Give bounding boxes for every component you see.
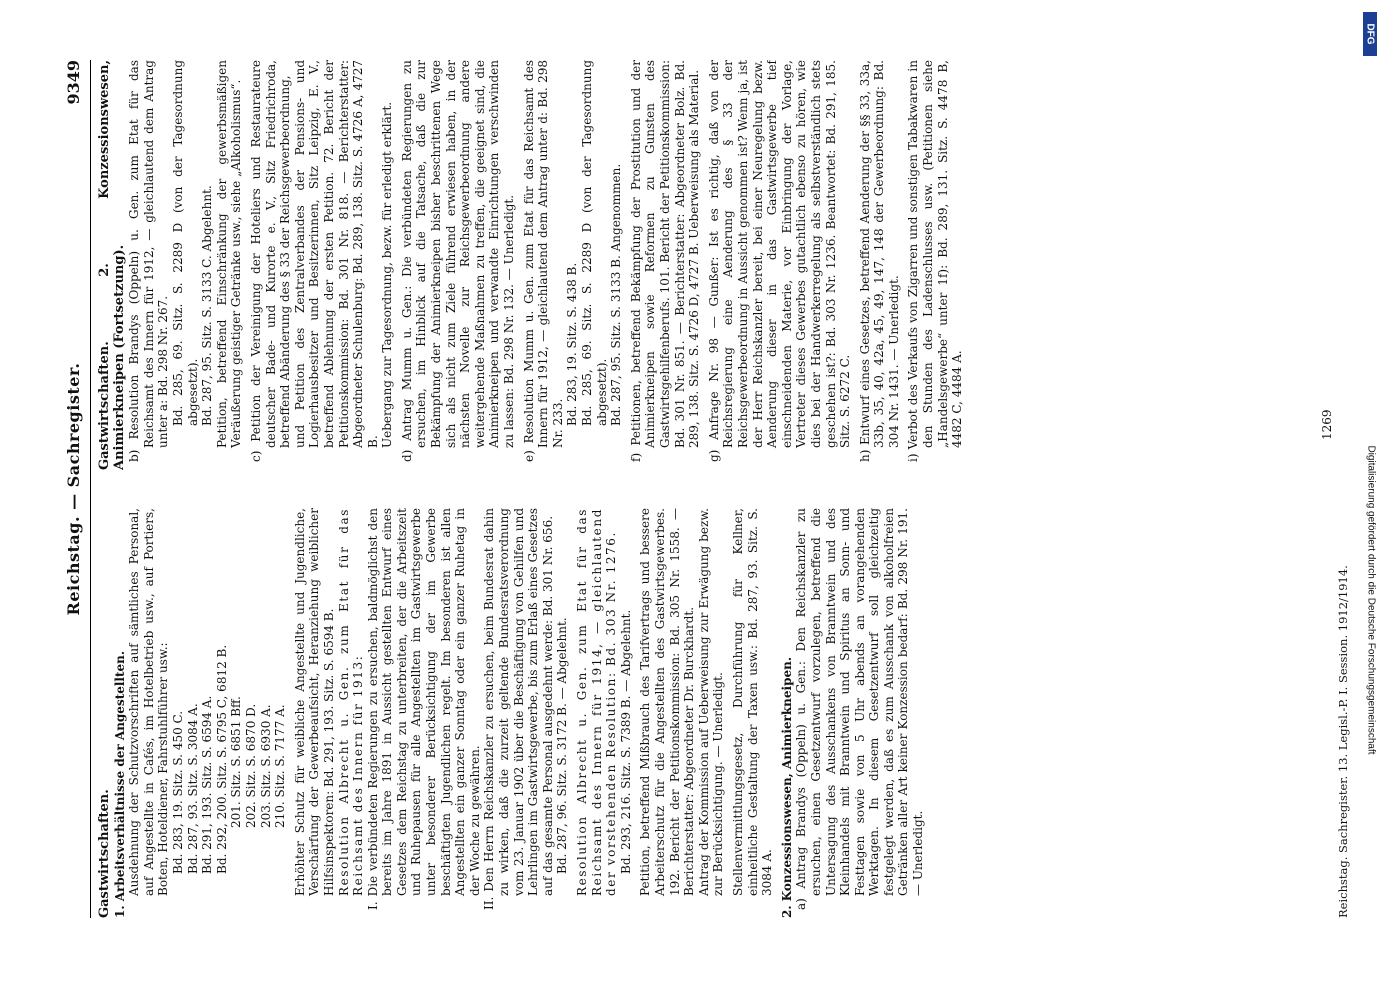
entry-text: und Petition des Zentralverbandes der Pensions- und Logierhausbesitzer und Besitzerinnen, Sitz Leipzig, E. V., betreffend Ablehnung der ersten Petition. 72. Bericht der Petitionskommission: Bd. 301 Nr. 818. — Berichterstatter: Abgeordneter Schulenburg: Bd. 289, 138. Sitz. S. 4726 A, 4727 B. [292, 60, 380, 448]
reference: Bd. 287, 95. Sitz. S. 3133 B. Angenommen. [609, 163, 624, 426]
dfg-badge-text: DFG [1364, 23, 1376, 45]
entry-text: d) Antrag Mumm u. Gen.: Die verbündeten Regierungen zu ersuchen, im Hinblick auf die Tatsache, daß die zur Bekämpfung der Animierkneipen bisher beschrittenen Wege sich als nicht zum Ziele führend erwiesen haben, in der nächsten Novelle zur Reichsgewerbeordnung andere weitergehende Maßnahmen zu treffen, die geeignet sind, die Animierkneipen und verwandte Einrichtungen verschwinden zu lassen: Bd. 298 Nr. 132. — Unerledigt. [399, 60, 517, 462]
entry-text: Stellenvermittlungsgesetz, Durchführung für Kellner, einheitliche Gestaltung der Taxen usw.: Bd. 287, 93. Sitz. S. 3084 A. [730, 508, 775, 896]
entry-text: I. Die verbündeten Regierungen zu ersuchen, baldmöglichst den bereits im Jahre 1891 in Aussicht gestellten Entwurf eines Gesetzes dem Reichstag zu unterbreiten, der die Arbeitszeit und Ruhepausen für alle Angestellten im Gastwirtsgewerbe unter besonderer Berücksichtigung der im Gewerbe beschäftigten Jugendlichen regelt. Im besonderen ist allen Angestellten ein ganzer Sonntag oder ein ganzer Ruhetag in der Woche zu gewähren. [365, 508, 482, 910]
reference: Bd. 287, 96. Sitz. S. 3172 B. — Abgelehnt. [555, 617, 570, 874]
dfg-logo [1363, 12, 1377, 56]
reference: 201. Sitz. S. 6851 Bff. [229, 696, 244, 828]
entry-text: Erhöhter Schutz für weibliche Angestellte und Jugendliche, Verschärfung der Gewerbeaufsicht, Heranziehung weiblicher Hilfsinspektoren: Bd. 291, 193. Sitz. S. 6594 B. [292, 508, 336, 896]
entry-text: i) Verbot des Verkaufs von Zigarren und sonstigen Tabakwaren in den Stunden des Ladenschlusses usw. (Petitionen siehe „Handelsgewerbe“ unter 1f): Bd. 289, 131. Sitz. S. 4478 B, 4482 C, 4484 A. [906, 60, 965, 462]
entry-text: Antrag der Kommission auf Ueberweisung zur Erwägung bezw. zur Berücksichtigung. — Unerledigt. [696, 508, 726, 896]
page-number: 9349 [64, 60, 83, 105]
entry-text: f) Petitionen, betreffend Bekämpfung der Prostitution und der Animierkneipen sowie Reformen zu Gunsten des Gastwirtsgehilfenberufs. 101. Bericht der Petitionskommission: Bd. 301 Nr. 851. — Berichterstatter: Abgeordneter Bolz. Bd. 289, 138. Sitz. S. 4726 D, 4727 B. Ueberweisung als Material. [628, 60, 702, 462]
reference: Bd. 283, 19. Sitz. S. 450 C. [170, 710, 185, 874]
side-strip [1361, 0, 1381, 1000]
section-title: Gastwirtschaften. 2. Konzessionswesen, Animierkneipen (Fortsetzung). [97, 60, 127, 470]
reference: 210. Sitz. S. 7177 A. [273, 704, 288, 828]
sheet-number: 1269 [1320, 409, 1334, 440]
digitization-note [1359, 400, 1383, 800]
entry-text: Petition, betreffend Mißbrauch des Tarifvertrags und bessere Arbeiterschutz für die Angestellten des Gastwirtsgewerbes. 192. Bericht der Petitionskommission: Bd. 305 Nr. 1558. — Berichterstatter: Abgeordneter Dr. Burckhardt. [638, 508, 697, 896]
entry-text: a) Antrag Brandys (Oppeln) u. Gen.: Den Reichskanzler zu ersuchen, einen Gesetzentwurf vorzulegen, betreffend die Untersagung des Ausschankens von Branntwein und des Kleinhandels mit Branntwein und Spiritus an Sonn- und Festtagen sowie von 5 Uhr abends an vorangehenden Werktagen. In diesem Gesetzentwurf soll gleichzeitig festgelegt werden, daß es zum Ausschank von alkoholfreien Getränken aller Art keiner Konzession bedarf: Bd. 298 Nr. 191. — Unerledigt. [794, 508, 926, 910]
reference: Bd. 292, 200. Sitz. S. 6795 C, 6812 B. [214, 644, 229, 874]
running-head: Reichstag. — Sachregister. [64, 362, 83, 616]
entry-text: II. Den Herrn Reichskanzler zu ersuchen, beim Bundesrat dahin zu wirken, daß die zurzeit geltende Bundesratsverordnung vom 23. Januar 1902 über die Beschäftigung von Gehilfen und Lehrlingen im Gastwirtsgewerbe, bis zum Erlaß eines Gesetzes auf das gesamte Personal ausgedehnt werde: Bd. 301 Nr. 656. [482, 508, 555, 910]
entry-text: c) Petition der Vereinigung der Hoteliers und Restaurateure deutscher Bade- und Kurorte e. V., Sitz Friedrichroda, betreffend Abänderung des § 33 der Reichsgewerbeordnung, [248, 60, 293, 462]
digitization-note-text: Digitalisierung gefördert durch die Deutsche Forschungsgemeinschaft [1365, 445, 1377, 755]
entry-text: Ausdehnung der Schutzvorschriften auf sämtliches Personal, auf Angestellte in Cafés, im Hotelbetrieb usw., auf Portiers, Boten, Hoteldiener, Fahrstuhlführer usw.: [127, 508, 171, 896]
header-rule [90, 60, 91, 918]
entry-text: Resolution Albrecht u. Gen. zum Etat für das Reichsamt des Innern für 1913: [336, 508, 366, 896]
reference: 202. Sitz. S. 6870 D. [243, 703, 258, 828]
reference: Bd. 285, 69. Sitz. S. 2289 D (von der Tagesordnung abgesetzt). [170, 60, 200, 426]
reference: Bd. 283, 19. Sitz. S. 438 B. [565, 262, 580, 426]
page-footer: Reichstag. Sachregister. 13. Legisl.-P. I. Session. 1912/1914. [1336, 565, 1350, 918]
page-header [64, 60, 90, 918]
reference: 203. Sitz. S. 6930 A. [258, 704, 273, 828]
entry-text: e) Resolution Mumm u. Gen. zum Etat für das Reichsamt des Innern für 1912, — gleichlautend dem Antrag unter d: Bd. 298 Nr. 233. [521, 60, 565, 462]
reference: Bd. 287, 95. Sitz. S. 3133 C. Abgelehnt. [200, 185, 215, 426]
subsection-heading: 2. Konzessionswesen, Animierkneipen. [779, 656, 794, 918]
entry-text: Uebergang zur Tagesordnung, bezw. für erledigt erklärt. [380, 101, 395, 448]
reference: Bd. 287, 93. Sitz. S. 3084 A. [185, 703, 200, 874]
left-column [92, 508, 1332, 918]
entry-text: Resolution Albrecht u. Gen. zum Etat für das Reichsamt des Innern für 1914, — gleichlautend der vorstehenden Resolution: Bd. 303 Nr. 1276. [575, 508, 619, 896]
reference: Bd. 293, 216. Sitz. S. 7389 B. — Abgelehnt. [618, 609, 633, 874]
section-title: Gastwirtschaften. [97, 789, 112, 918]
entry-text: h) Entwurf eines Gesetzes, betreffend Aenderung der §§ 33, 33a, 33b, 35, 40, 42a, 45, 49, 147, 148 der Gewerbeordnung: Bd. 304 Nr. 1431. — Unerledigt. [857, 60, 901, 462]
entry-text: g) Anfrage Nr. 98 — Gunßer: Ist es richtig, daß von der Reichsregierung eine Aenderung des § 33 der Reichsgewerbeordnung in Aussicht genommen ist? Wenn ja, ist der Herr Reichskanzler bereit, bei einer Neuregelung bezw. Aenderung dieser in das Gastwirtsgewerbe tief einschneidenden Materie, vor Einbringung der Vorlage, Vertreter dieses Gewerbes gutachtlich ebenso zu hören, wie dies bei der Handwerkerregelung als selbstverständlich stets geschehen ist?: Bd. 303 Nr. 1236. Beantwortet: Bd. 291, 185. Sitz. S. 6272 C. [706, 60, 853, 462]
reference: Bd. 285, 69. Sitz. S. 2289 D (von der Tagesordnung abgesetzt). [580, 60, 609, 426]
entry-text: Petition, betreffend Einschränkung der gewerbsmäßigen Veräußerung geistiger Getränke usw., siehe „Alkoholismus“. [214, 60, 244, 448]
subsection-heading: 1. Arbeitsverhältnisse der Angestellten. [112, 650, 127, 918]
reference: Bd. 291, 193. Sitz. S. 6594 A. [200, 695, 215, 874]
right-column [92, 60, 1332, 470]
entry-text: b) Resolution Brandys (Oppeln) u. Gen. zum Etat für das Reichsamt des Innern für 1912, — gleichlautend dem Antrag unter a: Bd. 298 Nr. 267. [127, 60, 171, 462]
